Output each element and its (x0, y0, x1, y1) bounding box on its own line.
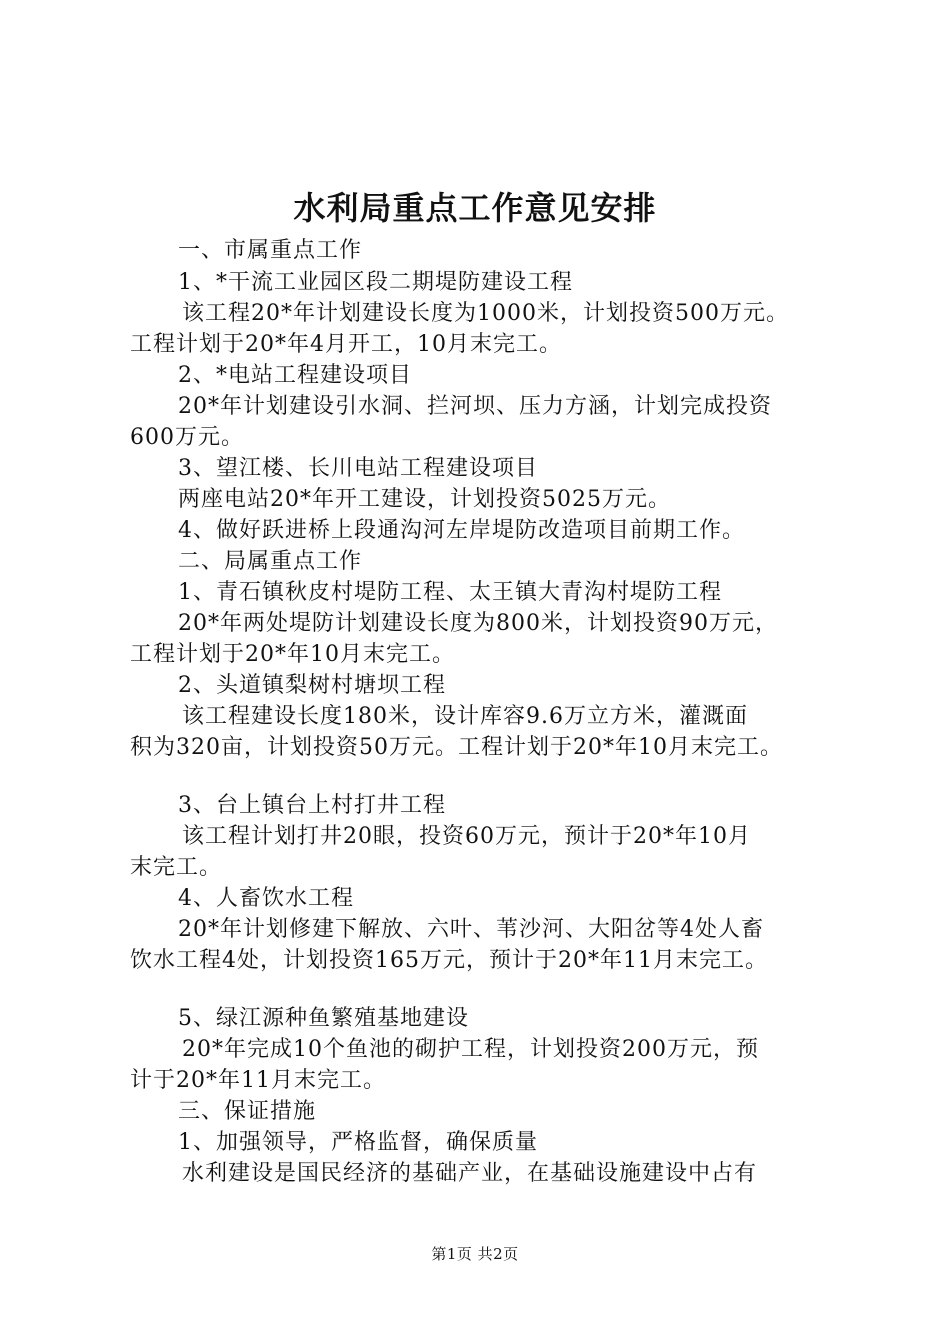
section-heading-2: 二、局属重点工作 (178, 549, 363, 574)
paragraph-line: 积为320亩，计划投资50万元。工程计划于20*年10月末完工。 (130, 735, 783, 760)
section-heading-1: 一、市属重点工作 (178, 238, 363, 263)
item-heading: 3、望江楼、长川电站工程建设项目 (178, 456, 538, 481)
paragraph-line: 两座电站20*年开工建设，计划投资5025万元。 (178, 487, 671, 512)
paragraph-line: 水利建设是国民经济的基础产业，在基础设施建设中占有 (182, 1161, 758, 1186)
paragraph-line: 计于20*年11月末完工。 (130, 1068, 386, 1093)
paragraph-line: 工程计划于20*年10月末完工。 (130, 642, 455, 667)
document-title: 水利局重点工作意见安排 (293, 189, 657, 227)
paragraph-line: 末完工。 (130, 855, 223, 880)
paragraph-line: 工程计划于20*年4月开工，10月末完工。 (130, 332, 562, 357)
paragraph-line: 600万元。 (130, 425, 244, 450)
section-heading-3: 三、保证措施 (178, 1099, 317, 1124)
item-heading: 5、绿江源种鱼繁殖基地建设 (178, 1006, 469, 1031)
item-heading: 3、台上镇台上村打井工程 (178, 793, 446, 818)
paragraph-line: 20*年计划修建下解放、六叶、苇沙河、大阳岔等4处人畜 (178, 917, 764, 942)
paragraph-line: 该工程计划打井20眼，投资60万元，预计于20*年10月 (182, 824, 751, 849)
paragraph-line: 20*年两处堤防计划建设长度为800米，计划投资90万元， (178, 611, 778, 636)
paragraph-line: 饮水工程4处，计划投资165万元，预计于20*年11月末完工。 (130, 948, 768, 973)
paragraph-line: 该工程建设长度180米，设计库容9.6万立方米，灌溉面 (182, 704, 748, 729)
item-heading: 4、做好跃进桥上段通沟河左岸堤防改造项目前期工作。 (178, 518, 745, 543)
item-heading: 1、加强领导，严格监督，确保质量 (178, 1130, 538, 1155)
paragraph-line: 20*年完成10个鱼池的砌护工程，计划投资200万元，预 (182, 1037, 759, 1062)
item-heading: 4、人畜饮水工程 (178, 886, 354, 911)
item-heading: 1、*干流工业园区段二期堤防建设工程 (178, 270, 573, 295)
paragraph-line: 20*年计划建设引水洞、拦河坝、压力方涵，计划完成投资 (178, 394, 772, 419)
item-heading: 2、头道镇梨树村塘坝工程 (178, 673, 446, 698)
page-number-footer: 第1页 共2页 (431, 1245, 519, 1263)
item-heading: 2、*电站工程建设项目 (178, 363, 412, 388)
paragraph-line: 该工程20*年计划建设长度为1000米，计划投资500万元。 (182, 301, 789, 326)
item-heading: 1、青石镇秋皮村堤防工程、太王镇大青沟村堤防工程 (178, 580, 722, 605)
